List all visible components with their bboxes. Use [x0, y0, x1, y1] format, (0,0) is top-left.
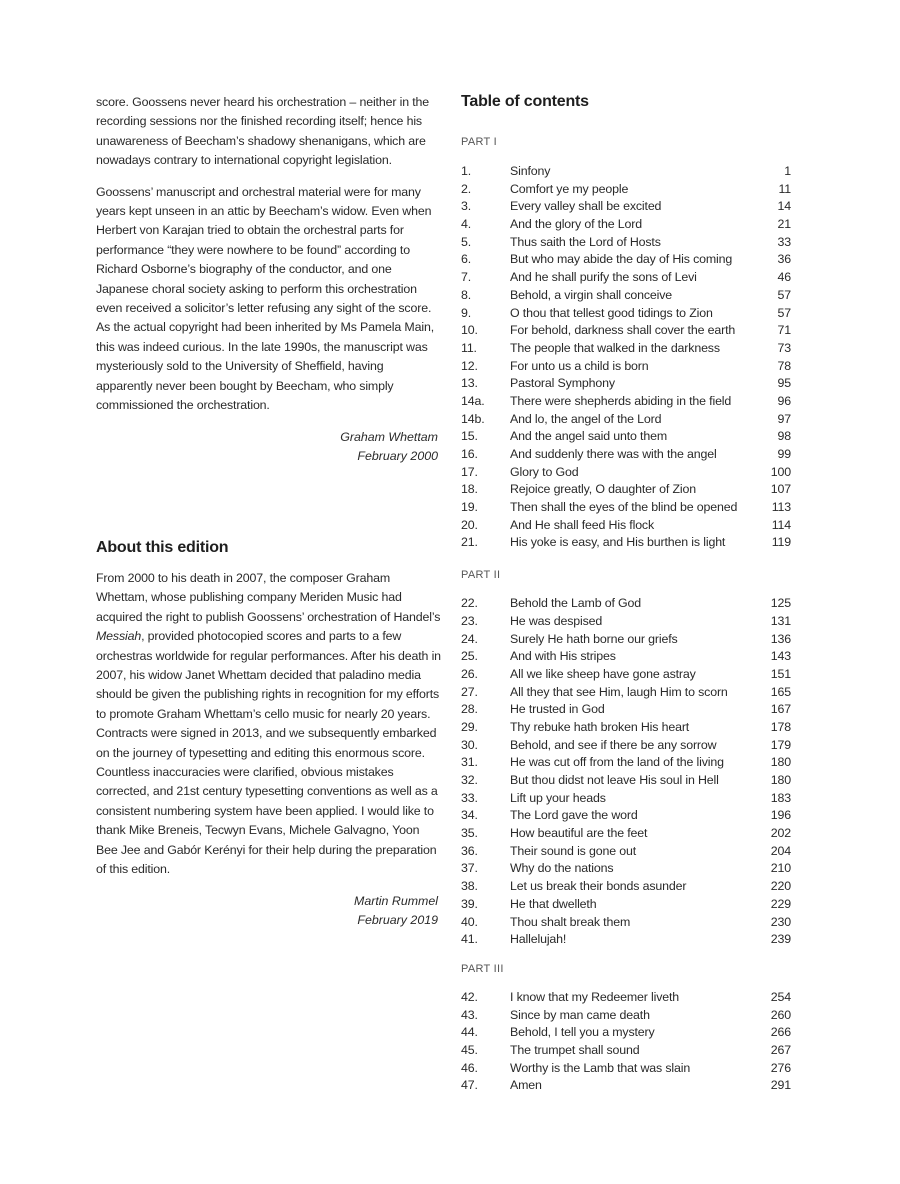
toc-entry-number: 19.	[461, 500, 478, 515]
toc-entry-number: 44.	[461, 1025, 478, 1040]
toc-row	[461, 375, 791, 393]
toc-entry-title: Amen	[510, 1078, 542, 1093]
toc-entry-page: 254	[770, 989, 791, 1004]
about-section	[96, 539, 442, 931]
toc-entry-title: Behold the Lamb of God	[510, 596, 642, 611]
toc-entry-title: He trusted in God	[510, 702, 605, 717]
toc-entry-title: There were shepherds abiding in the field	[510, 393, 732, 408]
toc-entry-number: 31.	[461, 755, 478, 770]
intro-paragraph-1: score. Goossens never heard his orchestration – neither in the recording sessions nor the finished recording itself; hence his unawareness of Beecham’s shadowy shenanigans, which are nowadays contrary to international copyright legislation.	[96, 95, 430, 168]
toc-entry-number: 36.	[461, 843, 478, 858]
toc-entry-page: 57	[777, 287, 791, 302]
toc-entry-number: 11.	[461, 340, 477, 355]
toc-entry-page: 98	[777, 429, 791, 444]
toc-row	[461, 896, 791, 914]
toc-entry-number: 30.	[461, 737, 478, 752]
toc-entry-number: 35.	[461, 826, 478, 841]
signature-name: Graham Whettam	[340, 429, 438, 444]
toc-row	[461, 517, 791, 535]
toc-entry-page: 11	[778, 181, 791, 196]
toc-entry-list	[461, 989, 791, 1095]
toc-row	[461, 411, 791, 429]
toc-entry-number: 6.	[461, 252, 472, 267]
toc-entry-number: 16.	[461, 447, 478, 461]
toc-entry-title: Lift up your heads	[510, 790, 606, 805]
signature-date: February 2000	[357, 449, 438, 463]
toc-row	[461, 1042, 791, 1060]
toc-entry-list	[461, 163, 791, 552]
toc-row	[461, 684, 791, 702]
toc-entry-number: 18.	[461, 482, 478, 497]
toc-entry-title: Sinfony	[510, 164, 551, 178]
toc-row	[461, 446, 791, 464]
about-heading: About this edition	[96, 539, 229, 556]
toc-entry-title: And the glory of the Lord	[510, 217, 642, 232]
toc-entry-page: 114	[771, 517, 791, 532]
toc-entry-title: And he shall purify the sons of Levi	[510, 270, 697, 285]
toc-entry-number: 41.	[461, 932, 478, 947]
toc-entry-page: 78	[777, 358, 791, 373]
toc-heading: Table of contents	[461, 93, 589, 110]
toc-entry-number: 1.	[461, 164, 472, 178]
toc-entry-number: 10.	[461, 323, 478, 338]
toc-row	[461, 613, 791, 631]
toc-row	[461, 181, 791, 199]
toc-entry-title: Thus saith the Lord of Hosts	[510, 234, 661, 249]
toc-entry-number: 27.	[461, 684, 478, 699]
toc-entry-title: Since by man came death	[510, 1007, 650, 1022]
toc-entry-title: For behold, darkness shall cover the earth	[510, 323, 736, 338]
toc-entry-page: 178	[770, 719, 791, 734]
toc-row	[461, 701, 791, 719]
toc-entry-page: 1	[784, 164, 791, 178]
toc-entry-number: 20.	[461, 517, 478, 532]
toc-entry-title: Behold, I tell you a mystery	[510, 1025, 655, 1040]
toc-row	[461, 989, 791, 1007]
toc-row	[461, 393, 791, 411]
toc-entry-number: 33.	[461, 790, 478, 805]
toc-row	[461, 825, 791, 843]
toc-entry-title: Let us break their bonds asunder	[510, 879, 687, 894]
toc-entry-title: He was cut off from the land of the living	[510, 755, 724, 770]
toc-entry-number: 5.	[461, 234, 472, 249]
toc-entry-number: 17.	[461, 464, 478, 479]
toc-entry-title: Every valley shall be excited	[510, 199, 662, 214]
toc-entry-title: Surely He hath borne our griefs	[510, 631, 678, 646]
toc-entry-title: Behold, and see if there be any sorrow	[510, 737, 717, 752]
toc-entry-page: 33	[777, 234, 791, 249]
toc-entry-page: 179	[770, 737, 791, 752]
toc-entry-number: 3.	[461, 199, 472, 214]
toc-entry-page: 210	[770, 861, 791, 876]
toc-entry-page: 57	[777, 305, 791, 320]
toc-row	[461, 807, 791, 825]
signature-date: February 2019	[357, 913, 438, 927]
toc-entry-title: Hallelujah!	[510, 932, 567, 947]
toc-row	[461, 534, 791, 552]
toc-row	[461, 464, 791, 482]
toc-entry-title: Comfort ye my people	[510, 181, 629, 196]
toc-entry-page: 180	[770, 773, 791, 787]
toc-entry-title: Glory to God	[510, 464, 579, 479]
toc-entry-number: 9.	[461, 305, 472, 320]
toc-entry-number: 8.	[461, 287, 472, 302]
toc-row	[461, 305, 791, 323]
about-italic-title: Messiah	[96, 629, 142, 644]
table-of-contents	[461, 93, 791, 1095]
toc-entry-title: Their sound is gone out	[510, 843, 637, 858]
toc-row	[461, 737, 791, 755]
left-column	[96, 93, 442, 467]
toc-entry-page: 21	[777, 217, 791, 232]
toc-row	[461, 914, 791, 932]
toc-entry-title: Behold, a virgin shall conceive	[510, 287, 673, 302]
toc-entry-number: 38.	[461, 879, 478, 894]
toc-row	[461, 198, 791, 216]
toc-entry-number: 37.	[461, 861, 478, 876]
toc-row	[461, 340, 791, 358]
toc-entry-page: 125	[770, 596, 791, 611]
signature-name: Martin Rummel	[354, 893, 438, 908]
toc-entry-title: And the angel said unto them	[510, 429, 667, 444]
toc-entry-page: 14	[777, 199, 791, 214]
toc-entry-page: 96	[777, 393, 791, 408]
toc-row	[461, 772, 791, 790]
toc-entry-title: And lo, the angel of the Lord	[510, 411, 662, 426]
toc-entry-title: The people that walked in the darkness	[510, 340, 720, 355]
toc-part	[461, 963, 791, 1095]
toc-entry-number: 29.	[461, 719, 478, 734]
toc-entry-number: 14a.	[461, 393, 485, 408]
toc-entry-page: 230	[770, 914, 791, 929]
toc-entry-page: 97	[777, 411, 791, 426]
toc-entry-page: 151	[770, 666, 791, 681]
toc-part	[461, 569, 791, 949]
toc-entry-number: 28.	[461, 702, 478, 717]
toc-entry-number: 21.	[461, 535, 478, 550]
toc-row	[461, 1077, 791, 1095]
toc-entry-page: 165	[770, 684, 791, 699]
toc-row	[461, 931, 791, 949]
toc-row	[461, 428, 791, 446]
about-text-start: From 2000 to his death in 2007, the composer Graham Whettam, whose publishing company Meriden Music had acquired the right to publish Goossens’ orchestration of Handel’s	[96, 571, 441, 624]
toc-entry-page: 239	[770, 932, 791, 947]
toc-entry-page: 71	[777, 323, 791, 338]
toc-entry-number: 15.	[461, 429, 478, 444]
toc-row	[461, 1007, 791, 1025]
toc-entry-number: 43.	[461, 1007, 478, 1022]
toc-entry-title: And with His stripes	[510, 649, 616, 664]
signature-block-whettam	[96, 428, 442, 467]
toc-entry-number: 2.	[461, 181, 472, 196]
toc-row	[461, 878, 791, 896]
toc-entry-title: And suddenly there was with the angel	[510, 447, 717, 461]
toc-entry-number: 42.	[461, 989, 478, 1004]
toc-entry-page: 119	[771, 535, 791, 550]
toc-entry-page: 291	[770, 1078, 791, 1093]
toc-entry-page: 113	[771, 500, 791, 515]
toc-entry-page: 46	[777, 270, 791, 285]
toc-row	[461, 719, 791, 737]
toc-row	[461, 666, 791, 684]
toc-part-label: PART I	[461, 136, 498, 148]
toc-entry-title: All they that see Him, laugh Him to scorn	[510, 684, 728, 699]
toc-entry-title: Thou shalt break them	[510, 914, 631, 929]
toc-row	[461, 790, 791, 808]
toc-entry-page: 143	[770, 649, 791, 664]
signature-block-rummel	[96, 892, 442, 931]
toc-entry-number: 22.	[461, 596, 478, 611]
toc-entry-title: Rejoice greatly, O daughter of Zion	[510, 482, 696, 497]
toc-row	[461, 269, 791, 287]
toc-row	[461, 481, 791, 499]
toc-entry-page: 136	[770, 631, 791, 646]
toc-row	[461, 322, 791, 340]
toc-entry-title: How beautiful are the feet	[510, 826, 648, 841]
toc-entry-page: 180	[770, 755, 791, 770]
toc-entry-title: Why do the nations	[510, 861, 614, 876]
toc-entry-title: Then shall the eyes of the blind be opened	[510, 500, 738, 515]
toc-entry-page: 73	[777, 340, 791, 355]
toc-part-label: PART III	[461, 962, 504, 975]
toc-entry-number: 7.	[461, 270, 472, 285]
toc-entry-number: 39.	[461, 896, 478, 911]
toc-entry-title: All we like sheep have gone astray	[510, 666, 696, 681]
toc-entry-number: 40.	[461, 914, 478, 929]
toc-entry-page: 131	[770, 613, 791, 628]
toc-entry-page: 260	[770, 1007, 791, 1022]
about-text-end: , provided photocopied scores and parts to a few orchestras worldwide for regular performances. After his death in 2007, his widow Janet Whettam decided that paladino media should be given the publishing rights in recognition for my efforts to promote Graham Whettam’s cello music for nearly 20 years. Contracts were signed in 2013, and we subsequently embarked on the journey of typesetting and editing this enormous score. Countless inaccuracies were clarified, obvious mistakes corrected, and 21st century typesetting conventions as well as a consistent numbering system have been applied. I would like to thank Mike Breneis, Tecwyn Evans, Michele Galvagno, Yoon Bee Jee and Gabór Kerényi for their help during the preparation of this edition.	[96, 629, 441, 877]
toc-entry-page: 266	[770, 1025, 791, 1040]
toc-entry-title: He that dwelleth	[510, 896, 597, 911]
toc-entry-page: 95	[777, 376, 791, 391]
toc-entry-page: 183	[770, 790, 791, 805]
toc-entry-page: 276	[770, 1060, 791, 1075]
toc-entry-title: The Lord gave the word	[510, 808, 638, 823]
toc-entry-title: The trumpet shall sound	[510, 1042, 640, 1057]
toc-entry-number: 32.	[461, 773, 478, 787]
toc-part	[461, 136, 791, 552]
toc-entry-page: 196	[770, 808, 791, 823]
toc-entry-title: Worthy is the Lamb that was slain	[510, 1060, 691, 1075]
toc-entry-page: 204	[770, 843, 791, 858]
toc-entry-title: But thou didst not leave His soul in Hell	[510, 773, 719, 787]
toc-entry-number: 24.	[461, 631, 478, 646]
toc-entry-number: 46.	[461, 1060, 478, 1075]
toc-entry-page: 100	[770, 464, 791, 479]
toc-row	[461, 843, 791, 861]
toc-entry-title: O thou that tellest good tidings to Zion	[510, 305, 713, 320]
toc-entry-page: 107	[770, 482, 791, 497]
toc-part-label: PART II	[461, 569, 501, 582]
toc-entry-number: 4.	[461, 217, 472, 232]
toc-entry-title: For unto us a child is born	[510, 358, 649, 373]
toc-row	[461, 163, 791, 181]
toc-row	[461, 287, 791, 305]
toc-entry-page: 229	[770, 896, 791, 911]
toc-entry-title: But who may abide the day of His coming	[510, 252, 733, 267]
toc-entry-number: 12.	[461, 358, 478, 373]
toc-parts	[461, 136, 791, 1095]
toc-entry-number: 13.	[461, 376, 478, 391]
toc-row	[461, 648, 791, 666]
toc-row	[461, 234, 791, 252]
toc-row	[461, 499, 791, 517]
toc-entry-title: Pastoral Symphony	[510, 376, 615, 391]
about-paragraph	[96, 569, 442, 880]
toc-row	[461, 216, 791, 234]
toc-row	[461, 631, 791, 649]
intro-paragraph-2: Goossens’ manuscript and orchestral material were for many years kept unseen in an attic by Beecham’s widow. Even when Herbert von Karajan tried to obtain the orchestral parts for performance “they were nowhere to be found” according to Richard Osborne’s biography of the conductor, and one Japanese choral society asking to perform this orchestration even received a solicitor’s letter refusing any sight of the score. As the actual copyright had been inherited by Ms Pamela Main, this was indeed curious. In the late 1990s, the manuscript was mysteriously sold to the University of Sheffield, having apparently never been bought by Beecham, who simply commissioned the orchestration.	[96, 184, 434, 413]
toc-entry-title: And He shall feed His flock	[510, 517, 655, 532]
toc-entry-number: 34.	[461, 808, 478, 823]
toc-entry-title: Thy rebuke hath broken His heart	[510, 719, 690, 734]
toc-entry-number: 47.	[461, 1078, 478, 1093]
toc-entry-title: His yoke is easy, and His burthen is light	[510, 535, 726, 550]
toc-row	[461, 358, 791, 376]
toc-entry-number: 25.	[461, 649, 478, 664]
toc-entry-page: 202	[770, 826, 791, 841]
toc-row	[461, 595, 791, 613]
toc-entry-title: He was despised	[510, 613, 603, 628]
toc-row	[461, 251, 791, 269]
toc-entry-number: 45.	[461, 1042, 478, 1057]
toc-entry-number: 14b.	[461, 411, 485, 426]
toc-entry-title: I know that my Redeemer liveth	[510, 989, 680, 1004]
toc-entry-page: 36	[777, 252, 791, 267]
toc-entry-page: 99	[777, 447, 791, 461]
toc-entry-page: 267	[770, 1042, 791, 1057]
toc-entry-number: 23.	[461, 613, 478, 628]
toc-entry-page: 167	[770, 702, 791, 717]
toc-row	[461, 860, 791, 878]
toc-row	[461, 754, 791, 772]
toc-entry-page: 220	[770, 879, 791, 894]
toc-row	[461, 1060, 791, 1078]
toc-entry-list	[461, 595, 791, 949]
toc-entry-number: 26.	[461, 666, 478, 681]
toc-row	[461, 1024, 791, 1042]
